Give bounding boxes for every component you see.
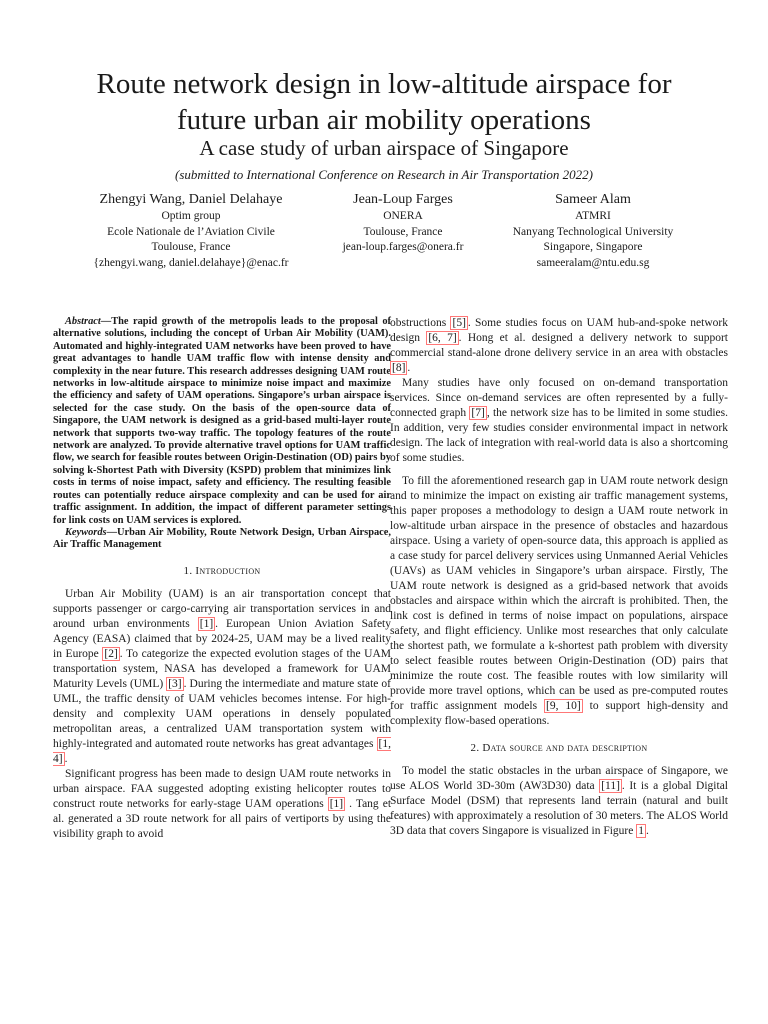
title-line-2: future urban air mobility operations xyxy=(177,104,591,136)
paragraph-text: . xyxy=(407,362,411,374)
author-block-2 xyxy=(318,191,488,256)
author-location: Toulouse, France xyxy=(151,241,231,253)
citation-link[interactable]: [5] xyxy=(452,317,466,329)
keywords xyxy=(53,527,391,552)
author-email: jean-loup.farges@onera.fr xyxy=(342,241,464,253)
citation-link[interactable]: [1] xyxy=(199,617,214,630)
intro-paragraph-5 xyxy=(390,474,728,729)
paragraph-text: . To categorize the expected evolution stages of the UAM transportation system, NASA has developed a framework for UAM Maturity Levels (UML) xyxy=(53,647,391,690)
section-heading-introduction: 1. Introduction xyxy=(183,564,261,577)
citation-link[interactable]: [6, 7] xyxy=(428,332,457,344)
data-paragraph-1 xyxy=(390,764,728,839)
left-column xyxy=(53,316,391,842)
author-affiliation: ONERA xyxy=(383,210,423,222)
paragraph-text: . Hong et al. designed a delivery network to support commercial stand-alone drone delivery service in an area with obstacles xyxy=(390,332,728,359)
author-email: {zhengyi.wang, daniel.delahaye}@enac.fr xyxy=(93,256,289,269)
section-heading-data-source: 2. Data source and data description xyxy=(470,742,648,754)
keywords-label: Keywords xyxy=(65,526,107,538)
paragraph-text: . xyxy=(645,825,649,837)
citation-link[interactable]: [2] xyxy=(104,647,118,660)
submission-note: (submitted to International Conference on Research in Air Transportation 2022) xyxy=(174,167,594,182)
intro-paragraph-3 xyxy=(390,316,728,376)
author-email: sameeralam@ntu.edu.sg xyxy=(536,256,650,269)
keywords-text: —Urban Air Mobility, Route Network Design, Urban Airspace, Air Traffic Management xyxy=(53,526,391,551)
author-block-3 xyxy=(490,191,696,271)
author-affiliation: Ecole Nationale de l’Aviation Civile xyxy=(107,225,275,238)
abstract-label: Abstract xyxy=(65,316,101,327)
paragraph-text: . xyxy=(64,752,68,765)
author-name: Zhengyi Wang, Daniel Delahaye xyxy=(99,192,283,207)
paragraph-text: . During the intermediate and mature state of UML, the traffic density of UAM vehicles becomes intense. For high-density and complexity UAM operations in densely populated metropolitan areas, a centralized UAM transportation system with highly-integrated and automated route networks has great advantages xyxy=(53,677,391,750)
author-affiliation: ATMRI xyxy=(575,210,611,222)
citation-link[interactable]: [1] xyxy=(329,797,344,810)
paragraph-text: Many studies have only focused on on-demand transportation services. Since on-demand services are often represented by a fully-connected graph xyxy=(390,377,728,419)
author-affiliation: Optim group xyxy=(161,210,221,222)
intro-paragraph-2 xyxy=(53,767,391,842)
citation-link[interactable]: [1, 4] xyxy=(53,737,391,765)
paragraph-text: to support high-density and complexity flow-based operations. xyxy=(390,700,728,727)
paragraph-text: To fill the aforementioned research gap in UAM route network design and to minimize the impact on existing air traffic management systems, this paper proposes a methodology to design a UAM route network in low-altitude urban airspace in the presence of obstacles and hazardous airspace. Using a variety of open-source data, this approach is applied as a case study for parcel delivery services using Unmanned Aerial Vehicles (UAVs) as UAM vehicles in Singapore’s urban airspace. Firstly, The UAM route network is designed as a grid-based network that avoids obstacles and airspace within which the aircraft is prohibited. Then, the link cost is defined in terms of noise impact on populations, airspace safety, and flight efficiency. Unlike most researches that only calculate the shortest path, we formulate a k-shortest path problem with diversity to select feasible routes between Origin-Destination (OD) pairs that minimize the route cost. The feasible routes with low similarity will provide more travel options, which can be used as pre-computed routes for traffic assignment models xyxy=(390,475,728,712)
author-location: Toulouse, France xyxy=(363,225,443,238)
abstract-text: —The rapid growth of the metropolis leads to the proposal of alternative solutions, including the concept of Urban Air Mobility (UAM). Automated and highly-integrated UAM networks have been proved to have great advantages to handle UAM traffic flow with intense density and complexity in the near future. This research addresses designing UAM route networks in low-altitude airspace to minimize noise impact and maximize the efficiency and safety of UAM operations. Singapore’s urban airspace is selected for the case study. On the basis of the open-source data of Singapore, the UAM network is designed as a grid-based multi-layer route network that supports two-way traffic. The topology features of the route network are analyzed. To provide alternative travel options for UAM traffic flow, we search for feasible routes between Origin-Destination (OD) pairs by solving k-Shortest Path with Diversity (KSPD) problem that minimizes link costs in terms of noise impact, safety and efficiency. The resulting feasible routes can potentially reduce airspace complexity and can be used for air traffic assignment. In addition, the impact of different parameter settings for link costs on UAM services is explored. xyxy=(53,316,391,526)
paragraph-text: . It is a global Digital Surface Model (DSM) that represents land terrain (natural and built features) with approximately a resolution of 30 meters. The ALOS World 3D data that covers Singapore is visualized in Figure xyxy=(390,780,729,837)
paragraph-text: . Tang et al. generated a 3D route network for all pairs of vertiports by using the visibility graph to avoid xyxy=(53,797,392,840)
author-affiliation: Nanyang Technological University xyxy=(512,225,674,238)
figure-link[interactable]: 1 xyxy=(638,825,644,837)
paragraph-text: Urban Air Mobility (UAM) is an air transportation concept that supports passenger or cargo-carrying air transportation services in and around urban environments xyxy=(53,587,391,630)
paragraph-text: obstructions xyxy=(390,317,451,329)
right-column xyxy=(390,316,728,839)
intro-paragraph-4 xyxy=(390,376,728,466)
abstract xyxy=(53,316,391,527)
paper-title xyxy=(40,66,728,138)
title-line-1: Route network design in low-altitude airspace for xyxy=(96,68,672,100)
citation-link[interactable]: [9, 10] xyxy=(545,700,581,712)
author-block-1 xyxy=(76,191,306,271)
paragraph-text: Significant progress has been made to design UAM route networks in urban airspace. FAA suggested adopting existing helicopter routes to construct route networks for early-stage UAM operations xyxy=(53,767,391,810)
citation-link[interactable]: [11] xyxy=(601,780,620,792)
intro-paragraph-1 xyxy=(53,587,391,767)
author-name: Jean-Loup Farges xyxy=(353,192,453,207)
paragraph-text: To model the static obstacles in the urban airspace of Singapore, we use ALOS World 3D-30m (AW3D30) data xyxy=(390,765,728,792)
paragraph-text: , the network size has to be limited in some studies. In addition, very few studies consider environmental impact in network design. The lack of integration with real-world data is also a shortcoming of some studies. xyxy=(390,407,728,464)
citation-link[interactable]: [7] xyxy=(471,407,485,419)
paper-subtitle: A case study of urban airspace of Singapore xyxy=(199,136,569,160)
paragraph-text: . Some studies focus on UAM hub-and-spoke network design xyxy=(390,317,728,344)
paragraph-text: . European Union Aviation Safety Agency (EASA) claimed that by 2024-25, UAM may be a lived reality in Europe xyxy=(53,617,391,660)
author-name: Sameer Alam xyxy=(555,192,631,207)
author-location: Singapore, Singapore xyxy=(543,241,643,253)
citation-link[interactable]: [8] xyxy=(392,362,406,374)
citation-link[interactable]: [3] xyxy=(168,677,182,690)
